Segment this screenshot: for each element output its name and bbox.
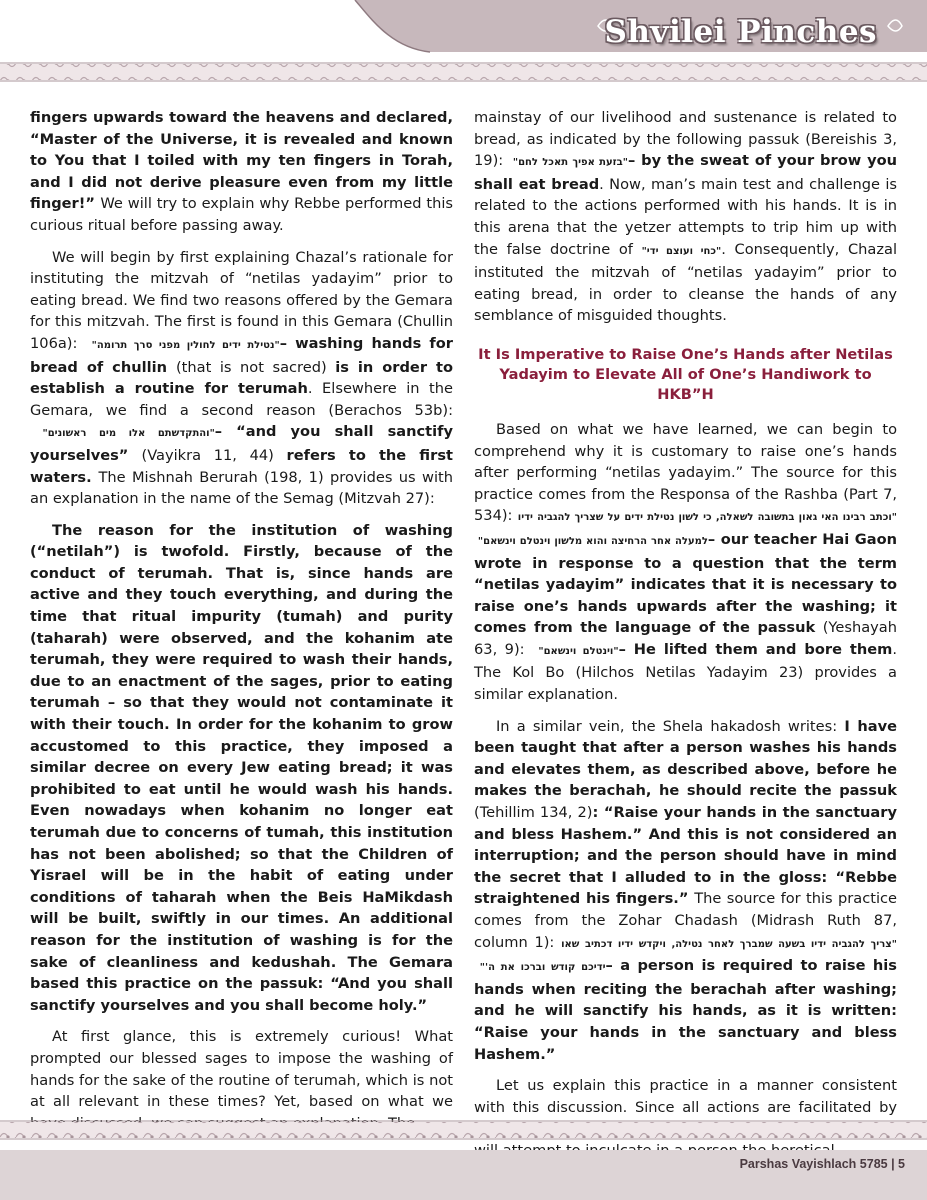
text-run: . Elsewhere in the Gemara, we find a second reason (Berachos 53b): (30, 380, 453, 419)
hebrew-quote: "צריך להגביה ידיו בשעה שמברך לאחר נטילה, ויקדש ידיו דכתיב שאו ידיכם קודש וברכו את ה'" (474, 938, 897, 974)
hebrew-quote: "וכתב רבינו האי גאון בתשובה לשאלה, כי לשון נטילת ידים על שצריך להגביה ידיו למעלה אחר הרחיצה והוא מלשון וינטלם וינשאם" (474, 512, 898, 547)
bold-text: – He lifted them and bore them (618, 640, 893, 658)
hebrew-quote: "בזעת אפיך תאכל לחם" (508, 157, 628, 169)
text-run: Let us explain this practice in a manner consistent with this discussion. Since all actions are facilitated by (474, 1077, 897, 1116)
text-run: . Now, man’s main test and challenge is related to the actions performed with his hands. It is in this arena that the yetzer attempts to trip him up with the false doctrine of (474, 175, 897, 258)
hebrew-quote: "והתקדשתם אלו מים ראשונים" (30, 428, 215, 440)
text-run: (Vayikra 11, 44) (141, 446, 287, 464)
bold-text: fingers upwards toward the heavens and declared, (30, 109, 453, 126)
section-heading: It Is Imperative to Raise One’s Hands after Netilas Yadayim to Elevate All of One’s Handiwork to HKB”H (478, 345, 893, 403)
bold-text: I have been taught that after a person washes his hands and elevates them, as described above, before he makes the berachah, he should recite the passuk (474, 717, 897, 800)
bold-text: is in order to establish a routine for terumah (30, 358, 454, 398)
bold-text: – a person is required to raise his hands when reciting the berachah after washing; and he will sanctify his hands, as it is written: “Raise your hands in the sanctuary and bless Hashem.” (474, 957, 897, 1063)
bold-text: – our teacher Hai Gaon wrote in response to a question that the term “netilas yadayim” indicates that it is necessary to raise one’s hands upwards after the washing; it comes from the language of the passuk (474, 530, 898, 637)
hebrew-quote: "נטילת ידים לחולין מפני סרך תרומה" (85, 339, 280, 351)
text-run: We will begin by first explaining Chazal’s rationale for instituting the mitzvah of “netilas yadayim” prior to eating bread. We find two reasons offered by the Gemara for this mitzvah. The first is found in this Gemara (Chullin 106a): (30, 248, 453, 352)
text-run: (that is not sacred) (175, 358, 336, 376)
quote-paragraph (30, 520, 453, 1017)
text-run: . Consequently, Chazal instituted the mitzvah of “netilas yadayim” prior to eating bread, in order to cleanse the hands of any semblance of misguided thoughts. (474, 240, 897, 325)
footer-ornament (0, 1110, 927, 1146)
page-header (0, 0, 927, 100)
text-run: We will try to explain why Rebbe performed this curious ritual before passing away. (30, 195, 453, 234)
paragraph (30, 247, 453, 510)
text-run: In a similar vein, the Shela hakadosh writes: (496, 717, 845, 735)
text-run: (Tehillim 134, 2) (474, 804, 593, 822)
text-run: The source for this practice comes from the Zohar Chadash (Midrash Ruth 87, column 1): (474, 890, 898, 951)
paragraph (474, 716, 897, 1066)
paragraph (474, 419, 897, 706)
text-run: The Mishnah Berurah (198, 1) provides us with an explanation in the name of the Semag (Mitzvah 27): (30, 468, 453, 508)
bold-text: refers to the first waters. (30, 446, 453, 486)
bold-text: – by the sweat of your brow you shall eat bread (474, 152, 897, 193)
page-number-label: Parshas Vayishlach 5785 | 5 (739, 1157, 905, 1171)
bold-text: “Master of the Universe, it is revealed and known to You that I toiled with my ten fingers in Torah, and I did not derive pleasure even from my little finger!” (30, 130, 453, 213)
bold-text: The reason for the institution of washing (“netilah”) is twofold. Firstly, because of the conduct of terumah. That is, since hands are active and they touch everything, and during the time that ritual impurity (tumah) and purity (taharah) were observed, and the kohanim ate terumah, they were required to wash their hands, due to an enactment of the sages, prior to eating terumah – so that they would not contaminate it with their touch. In order for the kohanim to grow accustomed to this practice, they imposed a similar decree on every Jew eating bread; it was prohibited to eat until he would wash his hands. Even nowadays when kohanim no longer eat terumah due to concerns of tumah, this institution has not been abolished; so that the Children of Yisrael will be in the habit of eating under conditions of taharah when the Beis HaMikdash will be built, swiftly in our times. An additional reason for the institution of washing is for the sake of cleanliness and kedushah. The Gemara based this practice on the passuk: “And you shall sanctify yourselves and you shall become holy.” (30, 521, 453, 1014)
text-run: Based on what we have learned, we can begin to comprehend why it is customary to raise one’s hands after performing “netilas yadayim.” The source for this practice comes from the Responsa of the Rashba (Part 7, 534): (474, 420, 897, 525)
text-run: (Yeshayah 63, 9): (474, 619, 897, 658)
paragraph (30, 107, 453, 237)
bold-text: : “Raise your hands in the sanctuary and bless Hashem.” And this is not considered an interruption; and the person should have in mind the secret that I alluded to in the gloss: “Rebbe straightened his fingers.” (474, 804, 897, 908)
hebrew-quote: "כחי ועוצם ידי" (641, 245, 722, 257)
publication-title: Shvilei Pinches (604, 14, 877, 50)
bold-text: – “and you shall sanctify yourselves” (30, 423, 453, 464)
text-run: At first glance, this is extremely curious! What prompted our blessed sages to impose the washing of hands for the sake of the routine of terumah, which is not at all relevant in these times? Yet, based on what we (30, 1028, 453, 1111)
left-column (30, 107, 453, 1144)
hebrew-quote: "וינטלם וינשאם" (532, 645, 619, 657)
right-column (474, 107, 897, 1172)
bold-text: – washing hands for bread of chullin (30, 334, 453, 376)
paragraph (474, 107, 897, 327)
text-run: . The Kol Bo (Hilchos Netilas Yadayim 23) provides a similar explanation. (474, 640, 897, 704)
text-run: mainstay of our livelihood and sustenance is related to bread, as indicated by the following passuk (Bereishis 3, 19): (474, 109, 897, 170)
